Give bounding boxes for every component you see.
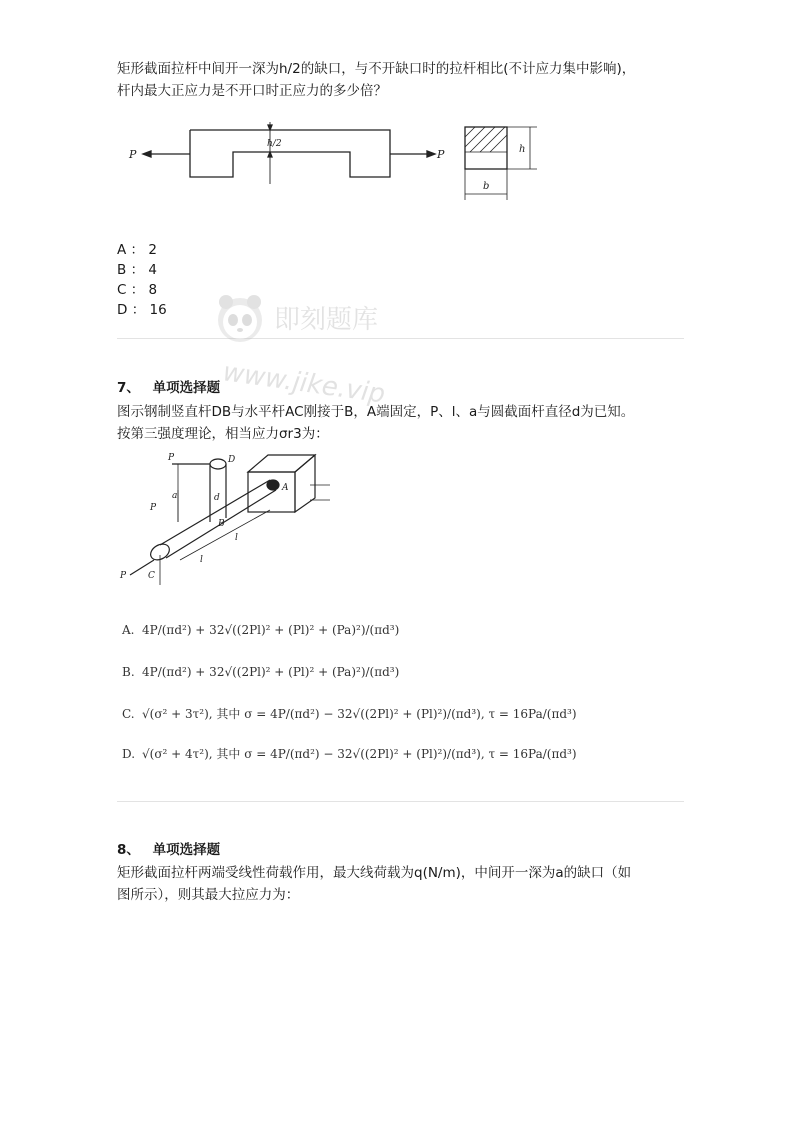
answer-prefix: B. [122, 665, 135, 679]
q7-fig-p-left: P [150, 503, 157, 513]
option-value: 8 [148, 282, 158, 298]
q7-stem [117, 401, 697, 445]
q7-fig-a-dim: a [172, 491, 178, 501]
q7-fig-l1: l [235, 533, 238, 543]
q8-stem-line2: 图所示），则其最大拉应力为： [117, 887, 300, 903]
q7-frame-figure [120, 450, 360, 600]
q7-fig-c-point: C [148, 571, 155, 581]
q7-answer-c[interactable] [122, 706, 577, 721]
q7-answers [120, 610, 600, 780]
q8-header [117, 838, 220, 858]
q6-option-a[interactable] [117, 240, 157, 260]
q7-stem-line1: 图示钢制竖直杆DB与水平杆AC刚接于B，A端固定，P、l、a与圆截面杆直径d为已知。 [117, 404, 635, 420]
watermark-brand: 即刻题库 [274, 305, 379, 335]
option-key: A [117, 242, 127, 258]
watermark [212, 290, 422, 410]
answer-formula: √(σ² + 4τ²), 其中 σ = 4P/(πd²) − 32√((2Pl)² + (Pl)²)/(πd³), τ = 16Pa/(πd³) [142, 747, 577, 761]
q6-stem-line1: 矩形截面拉杆中间开一深为h/2的缺口，与不开缺口时的拉杆相比(不计应力集中影响)， [117, 61, 636, 77]
q7-header [117, 376, 220, 396]
q6-option-b[interactable] [117, 260, 157, 280]
q7-fig-a-point: A [282, 483, 289, 493]
q8-number: 8、 [117, 842, 140, 858]
option-sep: ： [131, 302, 146, 318]
q7-type: 单项选择题 [152, 380, 221, 396]
answer-prefix: C. [122, 707, 135, 721]
q8-stem-line1: 矩形截面拉杆两端受线性荷载作用，最大线荷载为q(N/m)，中间开一深为a的缺口（如 [117, 865, 632, 881]
option-value: 4 [148, 262, 157, 278]
answer-formula: √(σ² + 3τ²), 其中 σ = 4P/(πd²) − 32√((2Pl)² + (Pl)²)/(πd³), τ = 16Pa/(πd³) [142, 707, 577, 721]
option-sep: ： [130, 282, 145, 298]
option-key: B [117, 262, 127, 278]
option-value: 16 [149, 302, 167, 318]
q7-fig-d-dim: d [214, 493, 220, 503]
q7-answer-d[interactable] [122, 746, 577, 761]
panda-logo-icon [218, 295, 262, 342]
option-sep: ： [130, 242, 145, 258]
q7-answer-b[interactable] [122, 665, 399, 679]
q6-option-d[interactable] [117, 300, 167, 320]
q6-fig-p-left: P [129, 148, 137, 161]
q6-fig-h: h [519, 144, 526, 155]
q7-number: 7、 [117, 380, 140, 396]
answer-formula: 4P/(πd²) + 32√((2Pl)² + (Pl)² + (Pa)²)/(πd³) [142, 623, 400, 637]
watermark-url: www.jike.vip [221, 357, 387, 410]
answer-prefix: D. [122, 747, 136, 761]
option-value: 2 [148, 242, 157, 258]
option-key: D [117, 302, 128, 318]
q6-fig-b: b [483, 181, 490, 192]
q6-stem-line2: 杆内最大正应力是不开口时正应力的多少倍？ [117, 83, 387, 99]
q7-fig-d-point: D [228, 455, 236, 465]
q6-stem [117, 58, 687, 102]
q6-option-c[interactable] [117, 280, 157, 300]
option-sep: ： [130, 262, 145, 278]
q7-stem-line2: 按第三强度理论，相当应力σr3为： [117, 426, 329, 442]
question-divider [117, 801, 684, 802]
q6-notched-bar-figure [125, 122, 565, 212]
q6-fig-p-right: P [437, 148, 445, 161]
option-key: C [117, 282, 127, 298]
q7-fig-l2: l [200, 555, 203, 565]
q8-stem [117, 862, 697, 906]
q7-answer-a[interactable] [121, 623, 399, 637]
answer-prefix: A. [122, 623, 135, 637]
q7-fig-p-bottom: P [120, 571, 127, 581]
answer-formula: 4P/(πd²) + 32√((2Pl)² + (Pl)² + (Pa)²)/(πd³) [142, 665, 400, 679]
question-divider [117, 338, 684, 339]
q6-fig-notch-label: h/2 [267, 139, 282, 149]
q8-type: 单项选择题 [152, 842, 221, 858]
q7-fig-p-top: P [168, 453, 175, 463]
q7-fig-b-point: B [218, 519, 225, 529]
